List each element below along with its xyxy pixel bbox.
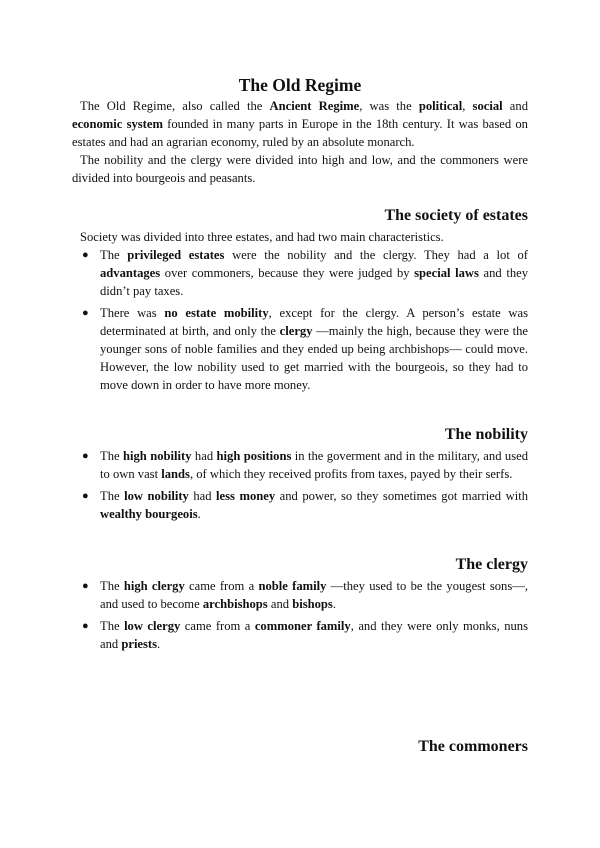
bold-term: high positions <box>216 449 292 463</box>
list-item-text: The low nobility had less money and power, so they sometimes got married with wealthy bourgeois. <box>100 489 528 521</box>
bold-term: low nobility <box>124 489 189 503</box>
section-heading-commoners: The commoners <box>418 738 528 755</box>
bullet-icon: ● <box>82 249 89 261</box>
page-title: The Old Regime <box>238 75 362 95</box>
list-item <box>78 246 528 300</box>
intro-section <box>72 97 528 187</box>
bold-term: no estate mobility <box>164 306 269 320</box>
intro-paragraph-2: The nobility and the clergy were divided into high and low, and the commoners were divided into bourgeois and peasants. <box>72 153 528 185</box>
bold-term: advantages <box>100 266 161 280</box>
bold-term: less money <box>216 489 276 503</box>
bold-term: high clergy <box>123 579 185 593</box>
bold-term: low clergy <box>124 619 181 633</box>
list-item <box>78 617 528 653</box>
list-item <box>78 487 528 523</box>
society-bullet-list <box>78 246 528 398</box>
list-item-text: The high nobility had high positions in the goverment and in the military, and used to own vast lands, of which they received profits from taxes, payed by their serfs. <box>100 449 528 481</box>
list-item <box>78 304 528 394</box>
bold-term: privileged estates <box>127 248 225 262</box>
list-item <box>78 577 528 613</box>
bold-term: Ancient Regime <box>269 99 360 113</box>
section-heading-society: The society of estates <box>384 207 528 224</box>
society-lead-text: Society was divided into three estates, and had two main characteristics. <box>80 230 444 244</box>
bullet-icon: ● <box>82 580 89 592</box>
bullet-icon: ● <box>82 490 89 502</box>
section-heading-nobility: The nobility <box>444 426 528 443</box>
list-item-text: The high clergy came from a noble family —they used to be the yougest sons—, and used to become archbishops and bishops. <box>100 579 528 611</box>
intro-paragraph-1: The Old Regime, also called the Ancient Regime, was the political, social and economic system founded in many parts in Europe in the 18th century. It was based on estates and had an agrarian economy, ruled by an absolute monarch. <box>72 99 528 149</box>
bold-term: noble family <box>258 579 327 593</box>
bold-term: special laws <box>414 266 479 280</box>
bold-term: political <box>418 99 463 113</box>
nobility-bullet-list <box>78 447 528 527</box>
bold-term: bishops <box>292 597 333 611</box>
clergy-bullet-list <box>78 577 528 657</box>
bold-term: social <box>472 99 503 113</box>
bold-term: high nobility <box>123 449 192 463</box>
list-item-text: There was no estate mobility, except for the clergy. A person’s estate was determinated at birth, and only the clergy —mainly the high, because they were the younger sons of noble families and they ended up being archbishops— could move. However, the low nobility used to get married with the bourgeois, so they had to move down in order to have more money. <box>100 306 528 392</box>
bold-term: economic system <box>72 117 163 131</box>
list-item-text: The privileged estates were the nobility and the clergy. They had a lot of advantages over commoners, because they were judged by special laws and they didn’t pay taxes. <box>100 248 529 298</box>
bold-term: priests <box>121 637 158 651</box>
section-heading-clergy: The clergy <box>455 556 528 573</box>
bullet-icon: ● <box>82 450 89 462</box>
bold-term: lands <box>161 467 190 481</box>
bullet-icon: ● <box>82 620 89 632</box>
bullet-icon: ● <box>82 307 89 319</box>
list-item-text: The low clergy came from a commoner family, and they were only monks, nuns and priests. <box>100 619 528 651</box>
list-item <box>78 447 528 483</box>
bold-term: clergy <box>279 324 313 338</box>
bold-term: archbishops <box>202 597 268 611</box>
bold-term: wealthy bourgeois <box>100 507 198 521</box>
bold-term: commoner family <box>254 619 351 633</box>
